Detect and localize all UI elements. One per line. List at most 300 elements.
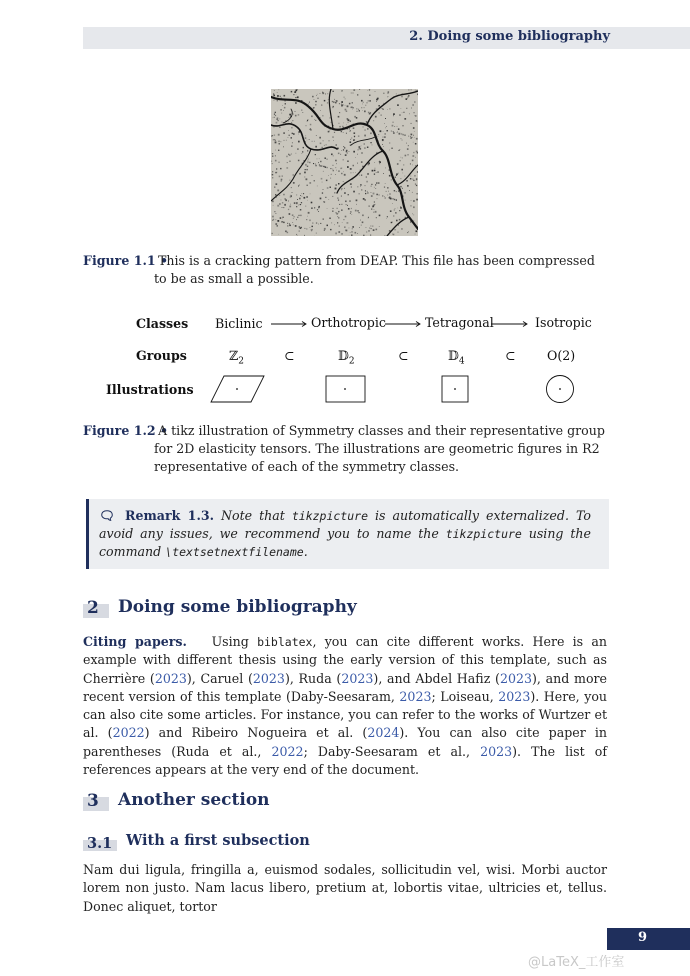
speckle [332, 196, 333, 197]
speckle [388, 191, 389, 192]
speckle [300, 195, 301, 196]
speckle [296, 95, 297, 96]
speckle [333, 140, 334, 141]
speckle [327, 225, 329, 227]
speckle [327, 208, 328, 209]
speckle [367, 147, 369, 149]
subset-symbol-1: ⊂ [284, 348, 295, 363]
speckle [302, 112, 303, 113]
speckle [347, 205, 348, 206]
class-isotropic: Isotropic [535, 315, 592, 330]
speckle [338, 217, 339, 218]
speckle [362, 104, 363, 105]
speckle [356, 117, 358, 119]
speckle [371, 186, 372, 187]
speckle [307, 150, 308, 151]
speckle [410, 222, 411, 223]
citation-link[interactable]: 2023 [480, 743, 513, 759]
speckle [293, 133, 295, 135]
speckle [274, 211, 275, 212]
speckle [413, 152, 414, 153]
speckle [353, 89, 355, 91]
speckle [352, 107, 353, 108]
citation-link[interactable]: 2023 [154, 670, 187, 686]
speckle [337, 216, 338, 217]
speckle [308, 212, 310, 214]
speckle [295, 115, 297, 117]
section-3-number-box [83, 791, 109, 811]
subset-symbol-3: ⊂ [505, 348, 516, 363]
speckle [377, 198, 378, 199]
speckle [364, 199, 366, 201]
speckle [309, 139, 310, 140]
speckle [366, 227, 367, 228]
speckle [299, 198, 301, 200]
speckle [362, 222, 364, 224]
speckle [347, 222, 349, 224]
speckle [350, 131, 351, 132]
speckle [274, 90, 275, 91]
speckle [412, 155, 414, 157]
speckle [385, 168, 386, 169]
speckle [407, 185, 409, 187]
speckle [416, 138, 418, 140]
speckle [398, 128, 400, 130]
speckle [312, 175, 313, 176]
speckle [344, 192, 346, 194]
row-label-classes: Classes [136, 316, 189, 331]
citation-link[interactable]: 2022 [271, 743, 304, 759]
speckle [347, 105, 349, 107]
speckle [397, 132, 398, 133]
watermark: @LaTeX_工作室 [528, 955, 625, 970]
speckle [292, 120, 293, 121]
speckle [400, 160, 401, 161]
citation-link[interactable]: 2023 [498, 688, 531, 704]
speckle [389, 150, 390, 151]
speckle [312, 223, 313, 224]
citation-link[interactable]: 2023 [252, 670, 285, 686]
speckle [365, 105, 366, 106]
speckle [289, 225, 291, 227]
speckle [346, 124, 347, 125]
speckle [330, 187, 332, 189]
speckle [379, 161, 380, 162]
speckle [323, 171, 324, 172]
speckle [400, 186, 402, 188]
speckle [336, 184, 337, 185]
speckle [368, 230, 370, 232]
speckle [357, 210, 358, 211]
speckle [282, 122, 283, 123]
row-label-illustrations: Illustrations [106, 382, 194, 397]
speckle [402, 157, 403, 158]
speckle [371, 192, 372, 193]
speckle [283, 207, 284, 208]
speckle [303, 193, 304, 194]
speckle [339, 225, 340, 226]
speckle [358, 135, 360, 137]
speckle [279, 119, 280, 120]
speckle [341, 233, 343, 235]
speckle [305, 206, 306, 207]
speckle [343, 181, 344, 182]
speckle [337, 222, 338, 223]
speckle [343, 219, 344, 220]
speckle [284, 95, 286, 97]
speckle [331, 223, 332, 224]
speckle [389, 197, 391, 199]
speckle [351, 93, 352, 94]
speckle [359, 212, 360, 213]
speckle [401, 169, 403, 171]
speckle [386, 218, 387, 219]
subset-symbol-2: ⊂ [398, 348, 409, 363]
speckle [287, 225, 288, 226]
speckle [306, 219, 307, 220]
speckle [402, 188, 403, 189]
speckle [322, 147, 323, 148]
speckle [324, 100, 326, 102]
speckle [295, 97, 296, 98]
speckle [273, 139, 274, 140]
speckle [344, 97, 345, 98]
speckle [292, 222, 293, 223]
speckle [281, 179, 283, 181]
speckle [334, 132, 335, 133]
speckle [336, 144, 337, 145]
speckle [304, 197, 306, 199]
speckle [322, 92, 324, 94]
speckle [365, 190, 366, 191]
speckle [277, 220, 279, 222]
citation-link[interactable]: 2023 [499, 670, 533, 686]
speckle [368, 205, 370, 207]
speckle [366, 121, 367, 122]
speckle [323, 141, 324, 142]
speckle [357, 186, 358, 187]
speckle [280, 141, 281, 142]
speckle [396, 94, 397, 95]
speckle [325, 158, 326, 159]
speckle [369, 228, 370, 229]
speckle [284, 107, 286, 109]
speckle [372, 170, 374, 172]
speckle [359, 89, 360, 90]
speckle [374, 174, 375, 175]
speckle [291, 145, 293, 147]
speckle [275, 160, 277, 162]
speckle [304, 177, 305, 178]
speckle [379, 226, 380, 227]
speckle [275, 140, 276, 141]
speckle [306, 196, 308, 198]
speckle [374, 187, 375, 188]
speckle [415, 157, 416, 158]
speckle [340, 154, 341, 155]
speckle [328, 199, 329, 200]
speckle [272, 171, 273, 172]
speckle [295, 225, 297, 227]
speckle [349, 103, 351, 105]
speckle [406, 180, 408, 182]
speckle [352, 226, 354, 228]
running-header-title: 2. Doing some bibliography [409, 29, 610, 44]
speckle [314, 119, 315, 120]
speckle [288, 130, 289, 131]
speckle [277, 205, 279, 207]
speckle [320, 165, 321, 166]
speckle [316, 233, 317, 234]
speckle [352, 228, 353, 229]
speckle [327, 102, 328, 103]
speckle [281, 113, 282, 114]
speckle [403, 164, 404, 165]
speckle [332, 169, 333, 170]
speckle [415, 234, 416, 235]
speckle [404, 192, 406, 194]
speckle [393, 115, 394, 116]
speckle [384, 196, 385, 197]
speckle [314, 141, 315, 142]
speckle [407, 154, 409, 156]
speckle [353, 165, 355, 167]
speckle [408, 231, 409, 232]
illustration-dot-2 [344, 388, 346, 390]
citation-link[interactable]: 2023 [399, 688, 432, 704]
speckle [285, 199, 287, 201]
speckle [354, 136, 355, 137]
speckle [289, 223, 290, 224]
speckle [373, 229, 375, 231]
speckle [376, 182, 377, 183]
speckle [401, 178, 402, 179]
speckle [289, 206, 291, 208]
speckle [295, 153, 296, 154]
speckle [379, 215, 381, 217]
speckle [382, 139, 384, 141]
speckle [410, 137, 411, 138]
speckle [338, 116, 340, 118]
speckle [395, 177, 396, 178]
speckle [277, 92, 278, 93]
speckle [357, 154, 358, 155]
speckle [276, 197, 277, 198]
figure-1-2-label: Figure 1.2 • [83, 423, 169, 438]
speckle [364, 147, 366, 149]
speckle [335, 233, 337, 235]
speckle [386, 126, 387, 127]
speckle [399, 133, 401, 135]
speckle [290, 195, 291, 196]
speckle [350, 213, 351, 214]
speckle [303, 147, 304, 148]
speckle [293, 182, 295, 184]
speckle [404, 118, 406, 120]
speckle [341, 188, 342, 189]
speckle [353, 172, 354, 173]
speckle [320, 161, 321, 162]
speckle [346, 204, 347, 205]
speckle [331, 174, 332, 175]
speckle [339, 103, 340, 104]
speckle [387, 130, 388, 131]
speckle [276, 183, 278, 185]
speckle [310, 129, 312, 131]
speckle [341, 104, 342, 105]
subsection-3-1-title: With a first subsection [126, 832, 310, 849]
speckle [306, 229, 307, 230]
speckle [410, 176, 411, 177]
speckle [313, 163, 314, 164]
speckle [295, 111, 296, 112]
speckle [324, 230, 325, 231]
speckle [301, 193, 302, 194]
speckle [286, 156, 288, 158]
speckle [312, 226, 313, 227]
speckle [310, 227, 311, 228]
speckle [345, 105, 346, 106]
speckle [356, 108, 357, 109]
speckle [343, 171, 344, 172]
speckle [399, 210, 400, 211]
speckle [363, 102, 364, 103]
speckle [297, 204, 298, 205]
speckle [359, 146, 361, 148]
speckle [276, 169, 277, 170]
speckle [413, 104, 414, 105]
speckle [282, 105, 283, 106]
speckle [409, 190, 410, 191]
speckle [350, 211, 352, 213]
speckle [323, 218, 325, 220]
citation-link[interactable]: 2023 [341, 670, 374, 686]
speckle [407, 96, 408, 97]
speckle [283, 221, 284, 222]
speckle [382, 108, 383, 109]
speckle [315, 164, 316, 165]
speckle [366, 176, 367, 177]
speckle [321, 104, 322, 105]
speckle [293, 114, 294, 115]
speckle [399, 219, 401, 221]
speckle [291, 122, 292, 123]
speckle [339, 204, 340, 205]
speckle [320, 223, 321, 224]
speckle [300, 227, 302, 229]
speckle [280, 217, 282, 219]
speckle [352, 109, 353, 110]
citation-link[interactable]: 2022 [112, 725, 145, 741]
speckle [296, 219, 297, 220]
speckle [399, 150, 400, 151]
speckle [288, 117, 289, 118]
speckle [414, 115, 415, 116]
speckle [285, 103, 286, 104]
speckle [320, 110, 321, 111]
speckle [361, 146, 362, 147]
speckle [371, 226, 372, 227]
speckle [363, 126, 364, 127]
speckle [366, 232, 367, 233]
speckle [416, 230, 418, 232]
speckle [393, 113, 395, 115]
speckle [277, 119, 278, 120]
body-paragraph: Nam dui ligula, fringilla a, euismod sodales, sollicitudin vel, wisi. Morbi auctor lorem non justo. Nam lacus libero, pretium at, lobortis vitae, ultricies et, tellus. Donec aliquet, tortor [83, 862, 607, 914]
speckle [311, 207, 313, 209]
citing-paragraph: Citing papers. Using biblatex, you can cite different works. Here is an example with different thesis using the early version of this template, such as Cherrière (2023), Caruel (2023), Ruda (2023), and Abdel Hafiz (2023), and more recent version of this template (Daby-Seesaram, 2023; Loiseau, 2023). Here, you can also cite some articles. For instance, you can refer to the works of Wurtzer et al. (2022) and Ribeiro Nogueira et al. (2024). You can also cite paper in parentheses (Ruda et al., 2022; Daby-Seesaram et al., 2023). The list of references appears at the very end of the document. [83, 634, 608, 778]
speckle [323, 189, 324, 190]
speckle [347, 152, 348, 153]
speckle [305, 169, 306, 170]
speckle [284, 204, 286, 206]
speckle [413, 127, 415, 129]
speckle [317, 186, 318, 187]
speckle [353, 151, 355, 153]
speckle [391, 148, 392, 149]
speckle [413, 180, 414, 181]
speckle [305, 137, 307, 139]
speckle [342, 222, 343, 223]
speckle [293, 218, 294, 219]
illustration-dot-1 [236, 388, 238, 390]
figure-1-1-caption-text: This is a cracking pattern from DEAP. This file has been compressed to be as small a possible. [154, 253, 595, 286]
section-3-title: Another section [118, 790, 270, 810]
speckle [315, 120, 316, 121]
speckle [406, 98, 408, 100]
speckle [412, 213, 413, 214]
speckle [275, 172, 276, 173]
speckle [361, 100, 363, 102]
speckle [329, 131, 330, 132]
speckle [299, 226, 300, 227]
speckle [385, 118, 386, 119]
section-2-number-box [83, 598, 109, 618]
speckle [350, 168, 352, 170]
speckle [376, 217, 377, 218]
speckle [346, 151, 347, 152]
speckle [406, 143, 407, 144]
speckle [316, 135, 317, 136]
speckle [341, 150, 342, 151]
speckle [411, 89, 412, 90]
speckle [402, 125, 403, 126]
speckle [416, 199, 418, 201]
speckle [362, 215, 364, 217]
speckle [341, 105, 343, 107]
speckle [398, 173, 399, 174]
speckle [415, 165, 416, 166]
speckle [391, 179, 392, 180]
speckle [385, 197, 386, 198]
speckle [278, 134, 280, 136]
speckle [317, 209, 318, 210]
speckle [363, 198, 365, 200]
speckle [274, 114, 275, 115]
speckle [272, 163, 273, 164]
speckle [351, 214, 352, 215]
arrowhead-1 [302, 322, 306, 327]
speckle [367, 191, 368, 192]
speckle [276, 213, 277, 214]
speckle [373, 193, 375, 195]
speckle [291, 91, 293, 93]
speckle [350, 139, 351, 140]
speckle [377, 98, 378, 99]
speckle [274, 187, 275, 188]
speckle [387, 187, 389, 189]
citation-link[interactable]: 2024 [367, 725, 400, 741]
